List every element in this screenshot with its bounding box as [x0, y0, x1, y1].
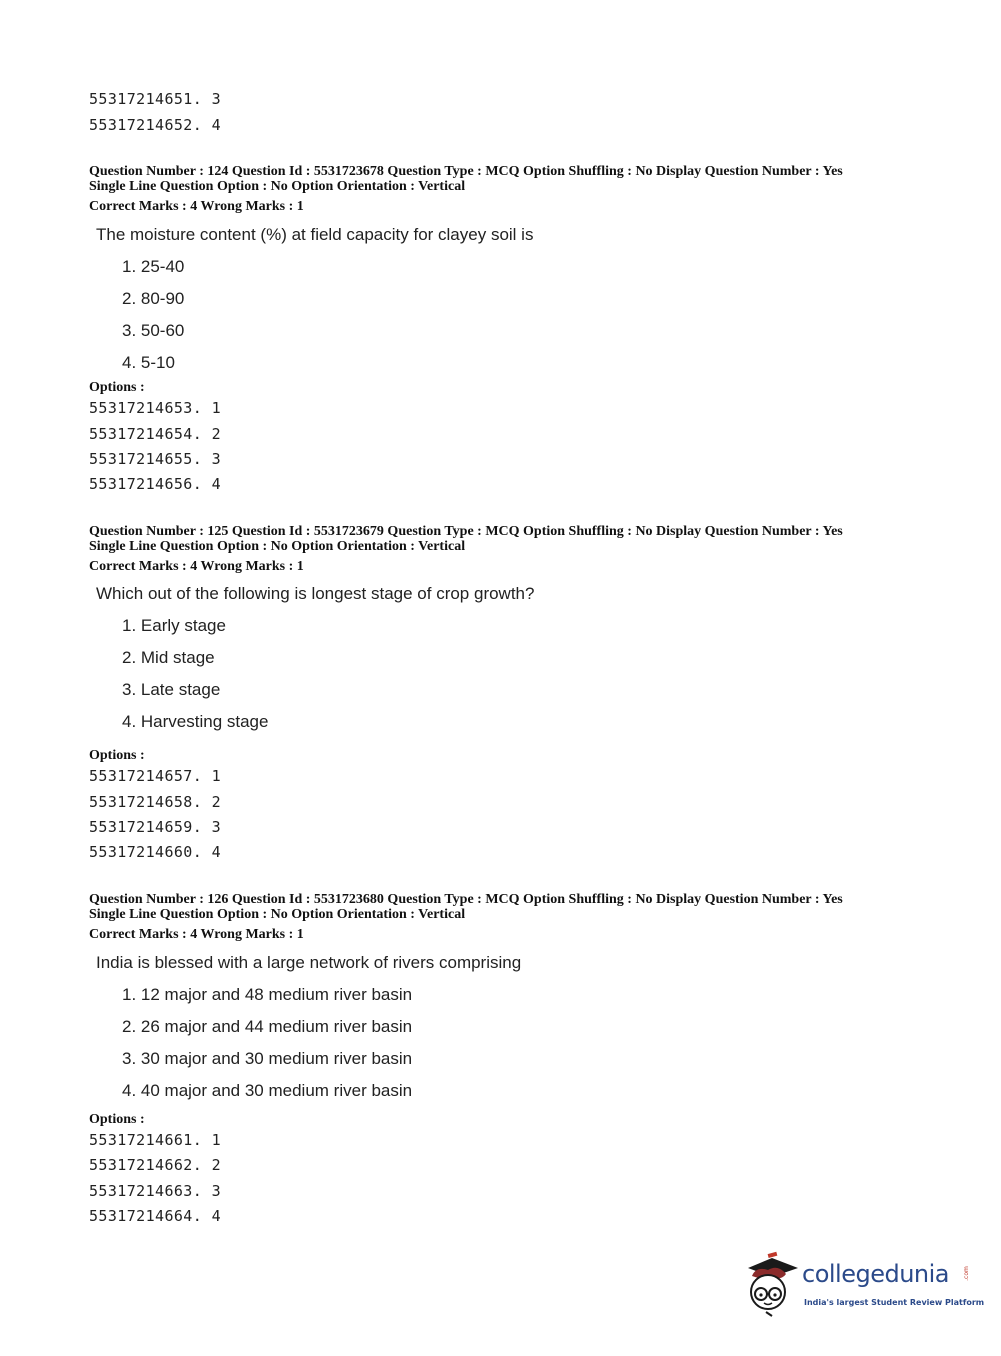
mascot-icon	[742, 1250, 802, 1320]
option-id-line: 55317214654. 2	[89, 425, 222, 443]
question-meta-line2: Single Line Question Option : No Option Orientation : Vertical	[89, 539, 466, 554]
option-id-line: 55317214660. 4	[89, 843, 222, 861]
options-label: Options :	[89, 1112, 145, 1127]
option-id-line: 55317214657. 1	[89, 767, 222, 785]
choice: 4. Harvesting stage	[122, 712, 269, 731]
options-label: Options :	[89, 748, 145, 763]
logo-wordmark: collegedunia	[802, 1260, 950, 1288]
question-meta: Question Number : 124 Question Id : 5531723678 Question Type : MCQ Option Shuffling : No Display Question Number : Yes	[89, 164, 843, 179]
question-marks: Correct Marks : 4 Wrong Marks : 1	[89, 927, 304, 942]
choice: 2. 80-90	[122, 289, 185, 308]
choice: 3. 50-60	[122, 321, 185, 340]
choice: 4. 40 major and 30 medium river basin	[122, 1081, 413, 1100]
choice: 1. Early stage	[122, 616, 226, 635]
option-id-line: 55317214664. 4	[89, 1207, 222, 1225]
choice: 1. 12 major and 48 medium river basin	[122, 985, 413, 1004]
option-id-line: 55317214655. 3	[89, 450, 222, 468]
choice: 2. 26 major and 44 medium river basin	[122, 1017, 413, 1036]
option-id-line: 55317214651. 3	[89, 90, 222, 108]
choice: 4. 5-10	[122, 353, 175, 372]
option-id-line: 55317214663. 3	[89, 1182, 222, 1200]
option-id-line: 55317214658. 2	[89, 793, 222, 811]
choice: 1. 25-40	[122, 257, 185, 276]
question-meta-line2: Single Line Question Option : No Option Orientation : Vertical	[89, 179, 466, 194]
question-text: The moisture content (%) at field capacity for clayey soil is	[96, 225, 534, 244]
question-meta: Question Number : 126 Question Id : 5531723680 Question Type : MCQ Option Shuffling : No Display Question Number : Yes	[89, 892, 843, 907]
option-id-line: 55317214652. 4	[89, 116, 222, 134]
question-meta-line2: Single Line Question Option : No Option Orientation : Vertical	[89, 907, 466, 922]
option-id-line: 55317214662. 2	[89, 1156, 222, 1174]
question-text: India is blessed with a large network of rivers comprising	[96, 953, 522, 972]
options-label: Options :	[89, 380, 145, 395]
choice: 2. Mid stage	[122, 648, 215, 667]
collegedunia-logo	[742, 1250, 985, 1320]
option-id-line: 55317214661. 1	[89, 1131, 222, 1149]
option-id-line: 55317214653. 1	[89, 399, 222, 417]
option-id-line: 55317214659. 3	[89, 818, 222, 836]
option-id-line: 55317214656. 4	[89, 475, 222, 493]
choice: 3. 30 major and 30 medium river basin	[122, 1049, 413, 1068]
logo-tagline: India's largest Student Review Platform	[804, 1298, 985, 1307]
logo-suffix: .com	[962, 1266, 970, 1281]
question-marks: Correct Marks : 4 Wrong Marks : 1	[89, 199, 304, 214]
choice: 3. Late stage	[122, 680, 221, 699]
question-marks: Correct Marks : 4 Wrong Marks : 1	[89, 559, 304, 574]
question-text: Which out of the following is longest stage of crop growth?	[96, 584, 535, 603]
question-meta: Question Number : 125 Question Id : 5531723679 Question Type : MCQ Option Shuffling : No Display Question Number : Yes	[89, 524, 843, 539]
